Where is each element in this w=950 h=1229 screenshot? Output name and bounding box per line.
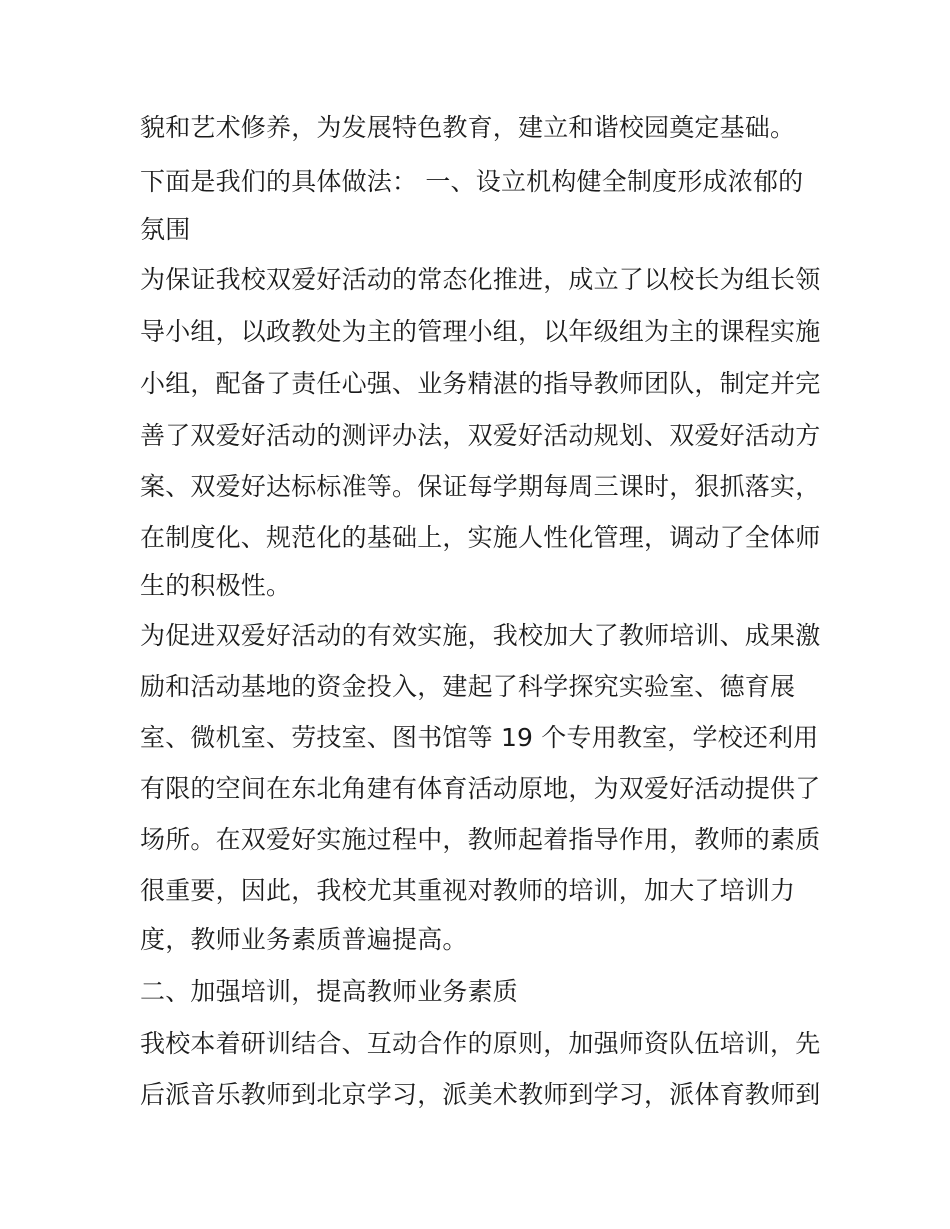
text-line: 导小组，以政教处为主的管理小组，以年级组为主的课程实施 [140,317,821,346]
text-line: 小组，配备了责任心强、业务精湛的指导教师团队，制定并完 [140,369,821,398]
text-line: 氛围 [140,215,191,244]
text-line: 后派音乐教师到北京学习，派美术教师到学习，派体育教师到 [140,1080,821,1109]
text-line: 善了双爱好活动的测评办法，双爱好活动规划、双爱好活动方 [140,421,821,450]
text-line: 为促进双爱好活动的有效实施，我校加大了教师培训、成果激 [140,621,821,650]
text-line: 场所。在双爱好实施过程中，教师起着指导作用，教师的素质 [140,825,821,854]
text-line: 下面是我们的具体做法： 一、设立机构健全制度形成浓郁的 [140,167,804,196]
text-line: 生的积极性。 [140,571,292,600]
text-line: 案、双爱好达标标准等。保证每学期每周三课时，狠抓落实， [140,472,821,501]
text-line: 励和活动基地的资金投入，建起了科学探究实验室、德育展 [140,672,796,701]
text-line: 很重要，因此，我校尤其重视对教师的培训，加大了培训力 [140,876,796,905]
text-line: 度，教师业务素质普遍提高。 [140,925,468,954]
text-line: 我校本着研训结合、互动合作的原则，加强师资队伍培训，先 [140,1029,821,1058]
text-line: 室、微机室、劳技室、图书馆等 19 个专用教室，学校还利用 [140,723,819,752]
text-line: 在制度化、规范化的基础上，实施人性化管理，调动了全体师 [140,523,821,552]
text-line: 为保证我校双爱好活动的常态化推进，成立了以校长为组长领 [140,265,821,294]
text-line: 有限的空间在东北角建有体育活动原地，为双爱好活动提供了 [140,774,821,803]
section-heading: 二、加强培训，提高教师业务素质 [140,977,519,1006]
text-line: 貌和艺术修养，为发展特色教育，建立和谐校园奠定基础。 [140,113,796,142]
